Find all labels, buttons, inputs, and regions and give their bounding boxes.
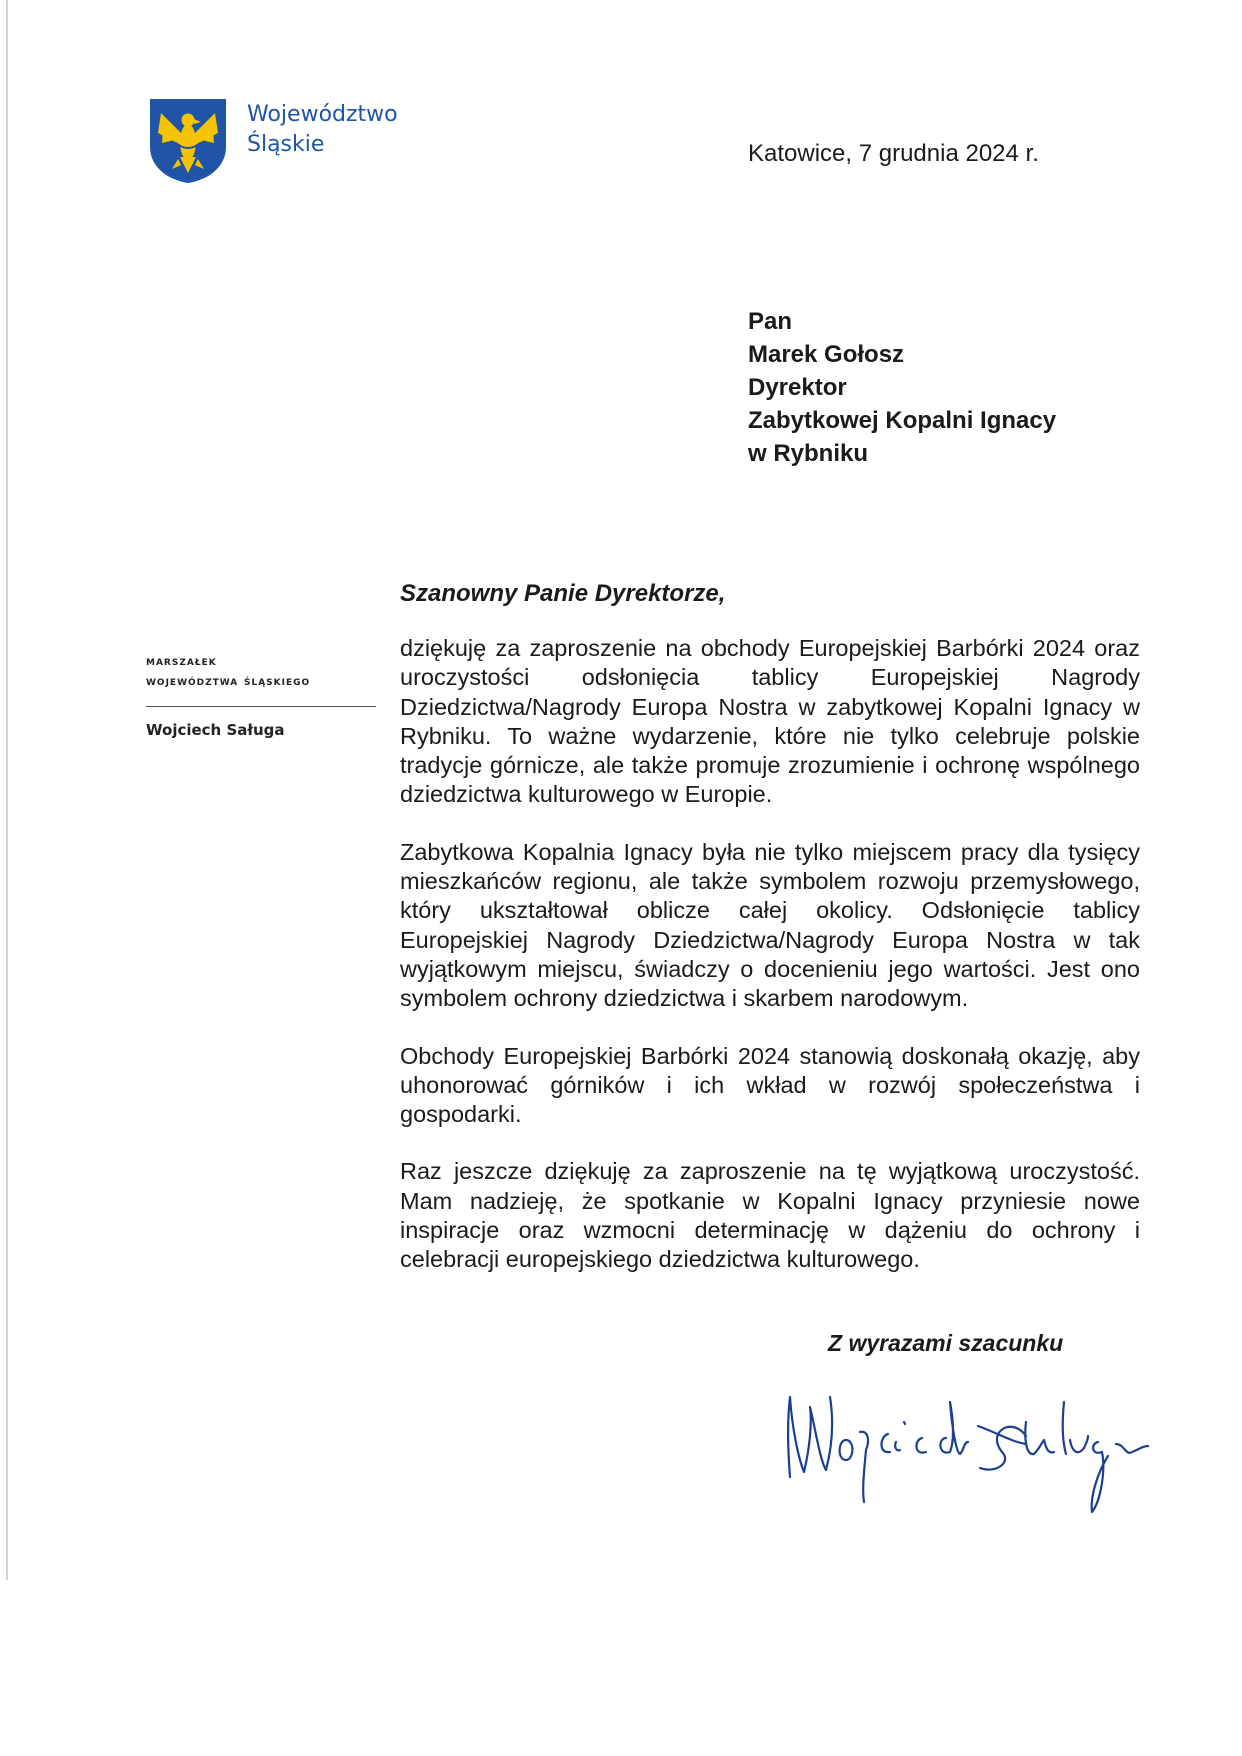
body-paragraph: dziękuję za zaproszenie na obchody Europejskiej Barbórki 2024 oraz uroczystości odsłonięcia tablicy Europejskiej Nagrody Dziedzictwa/Nagrody Europa Nostra w zabytkowej Kopalni Ignacy w Rybniku. To ważne wydarzenie, które nie tylko celebruje polskie tradycje górnicze, ale także promuje zrozumienie i ochronę wspólnego dziedzictwa kulturowego w Europie. [400,635,1140,808]
brand-name [247,100,398,160]
sender-name: Wojciech Saługa [146,721,285,739]
body-paragraph: Raz jeszcze dziękuję za zaproszenie na tę wyjątkową uroczystość. Mam nadzieję, że spotkanie w Kopalni Ignacy przyniesie nowe inspiracje oraz wzmocni determinację w dążeniu do ochrony i celebracji europejskiego dziedzictwa kulturowego. [400,1158,1140,1273]
sender-title-line-2: województwa śląskiego [146,673,311,689]
closing-phrase: Z wyrazami szacunku [828,1330,1064,1356]
recipient-line: w Rybniku [748,440,869,467]
brand-line-1: Województwo [247,102,398,127]
recipient-line: Pan [748,308,793,335]
sender-title-line-1: marszałek [146,653,217,669]
letter-body [400,634,1140,1303]
salutation: Szanowny Panie Dyrektorze, [400,580,726,607]
recipient-line: Zabytkowej Kopalni Ignacy [748,407,1057,434]
recipient-line: Marek Gołosz [748,341,905,368]
letter-date: Katowice, 7 grudnia 2024 r. [748,140,1039,167]
scan-edge-line [6,0,8,1580]
coat-of-arms-logo [148,97,228,185]
body-paragraph: Zabytkowa Kopalnia Ignacy była nie tylko miejscem pracy dla tysięcy mieszkańców regionu, ale także symbolem rozwoju przemysłowego, który ukształtował oblicze całej okolicy. Odsłonięcie tablicy Europejskiej Nagrody Dziedzictwa/Nagrody Europa Nostra w tak wyjątkowym miejscu, świadczy o docenieniu jego wartości. Jest ono symbolem ochrony dziedzictwa i skarbem narodowym. [400,838,1140,1012]
recipient-block [748,305,1056,470]
sidebar-divider [146,706,376,707]
sender-sidebar [146,651,376,739]
brand-line-2: Śląskie [247,132,325,157]
recipient-line: Dyrektor [748,374,847,401]
body-paragraph: Obchody Europejskiej Barbórki 2024 stanowią doskonałą okazję, aby uhonorować górników i ich wkład w rozwój społeczeństwa i gospodarki. [400,1042,1140,1128]
handwritten-signature [780,1372,1160,1522]
